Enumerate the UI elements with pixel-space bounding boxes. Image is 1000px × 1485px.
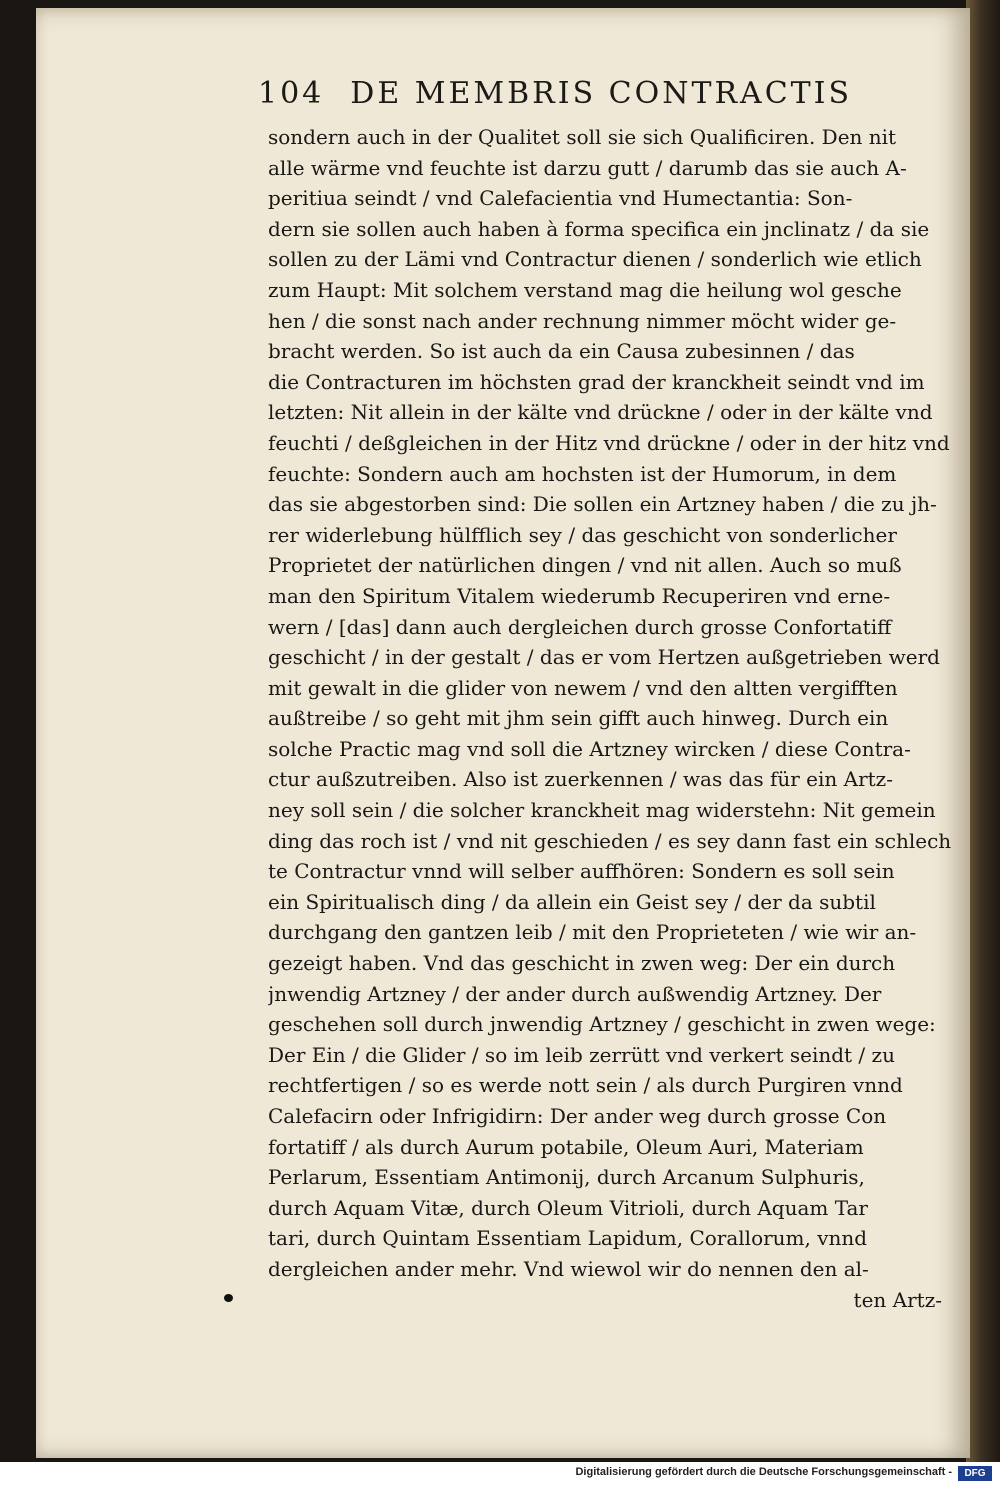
- text-line: gezeigt haben. Vnd das geschicht in zwen weg: Der ein durch: [268, 951, 896, 976]
- text-line: Proprietet der natürlichen dingen / vnd nit allen. Auch so muß: [268, 553, 902, 578]
- text-line: dergleichen ander mehr. Vnd wiewol wir do nennen den al-: [268, 1256, 869, 1281]
- text-line: sondern auch in der Qualitet soll sie sich Qualificiren. Den nit: [268, 125, 897, 149]
- running-title: DE MEMBRIS CONTRACTIS: [350, 76, 853, 111]
- text-line: sollen zu der Lämi vnd Contractur dienen / sonderlich wie etlich: [268, 247, 922, 272]
- text-line: ney soll sein / die solcher kranckheit mag widerstehn: Nit gemein: [268, 798, 936, 823]
- text-line: rechtfertigen / so es werde nott sein / als durch Purgiren vnnd: [268, 1073, 903, 1098]
- text-line: ctur außzutreiben. Also ist zuerkennen / was das für ein Artz-: [268, 767, 893, 792]
- text-line: alle wärme vnd feuchte ist darzu gutt / darumb das sie auch A-: [268, 155, 907, 180]
- text-line: geschehen soll durch jnwendig Artzney / geschicht in zwen wege:: [268, 1012, 936, 1037]
- footer-credit: Digitalisierung gefördert durch die Deutsche Forschungsgemeinschaft -: [575, 1466, 952, 1478]
- footer-bar: [0, 1462, 1000, 1485]
- text-line: Calefacirn oder Infrigidirn: Der ander weg durch grosse Con: [268, 1104, 887, 1128]
- text-line: Der Ein / die Glider / so im leib zerrütt vnd verkert seindt / zu: [268, 1042, 895, 1067]
- text-line: tari, durch Quintam Essentiam Lapidum, Corallorum, vnnd: [268, 1226, 868, 1251]
- text-line: ding das roch ist / vnd nit geschieden / es sey dann fast ein schlech: [268, 828, 952, 853]
- text-line: solche Practic mag vnd soll die Artzney wircken / diese Contra-: [268, 736, 911, 761]
- text-line: letzten: Nit allein in der kälte vnd drückne / oder in der kälte vnd: [268, 400, 933, 425]
- page-number: 104: [258, 76, 325, 111]
- dfg-logo: DFG: [958, 1466, 992, 1481]
- text-line: fortatiff / als durch Aurum potabile, Oleum Auri, Materiam: [268, 1134, 864, 1159]
- text-line: bracht werden. So ist auch da ein Causa zubesinnen / das: [268, 339, 855, 364]
- text-line: die Contracturen im höchsten grad der kranckheit seindt vnd im: [268, 369, 925, 394]
- text-line: feuchte: Sondern auch am hochsten ist der Humorum, in dem: [268, 461, 897, 486]
- text-line: man den Spiritum Vitalem wiederumb Recuperiren vnd erne-: [268, 583, 891, 608]
- text-line: dern sie sollen auch haben à forma specifica ein jnclinatz / da sie: [268, 216, 930, 241]
- text-line: durchgang den gantzen leib / mit den Proprieteten / wie wir an-: [268, 920, 917, 945]
- text-line: hen / die sonst nach ander rechnung nimmer möcht wider ge-: [268, 308, 897, 333]
- book-spine: [966, 0, 1000, 1462]
- text-line: durch Aquam Vitæ, durch Oleum Vitrioli, durch Aquam Tar: [268, 1195, 868, 1220]
- text-line: außtreibe / so geht mit jhm sein gifft auch hinweg. Durch ein: [268, 706, 889, 731]
- text-line: ein Spiritualisch ding / da allein ein Geist sey / der da subtil: [268, 889, 876, 914]
- catchword: ten Artz-: [853, 1287, 942, 1312]
- text-line: jnwendig Artzney / der ander durch außwendig Artzney. Der: [268, 981, 882, 1006]
- text-line: peritiua seindt / vnd Calefacientia vnd Humectantia: Son-: [268, 186, 853, 211]
- text-line: feuchti / deßgleichen in der Hitz vnd drückne / oder in der hitz vnd: [268, 430, 950, 455]
- text-line: te Contractur vnnd will selber auffhören: Sondern es soll sein: [268, 859, 895, 884]
- text-line: wern / [das] dann auch dergleichen durch grosse Confortatiff: [268, 614, 892, 639]
- text-line: geschicht / in der gestalt / das er vom Hertzen außgetrieben werd: [268, 645, 940, 670]
- text-block: [268, 122, 968, 1315]
- text-line: Perlarum, Essentiam Antimonij, durch Arcanum Sulphuris,: [268, 1165, 865, 1190]
- running-head: [258, 76, 878, 124]
- ink-blot: [224, 1294, 233, 1302]
- text-line: zum Haupt: Mit solchem verstand mag die heilung wol gesche: [268, 277, 902, 302]
- text-line: rer widerlebung hülfflich sey / das geschicht von sonderlicher: [268, 522, 897, 547]
- text-line: mit gewalt in die glider von newem / vnd den altten vergifften: [268, 675, 898, 700]
- text-line: das sie abgestorben sind: Die sollen ein Artzney haben / die zu jh-: [268, 492, 937, 517]
